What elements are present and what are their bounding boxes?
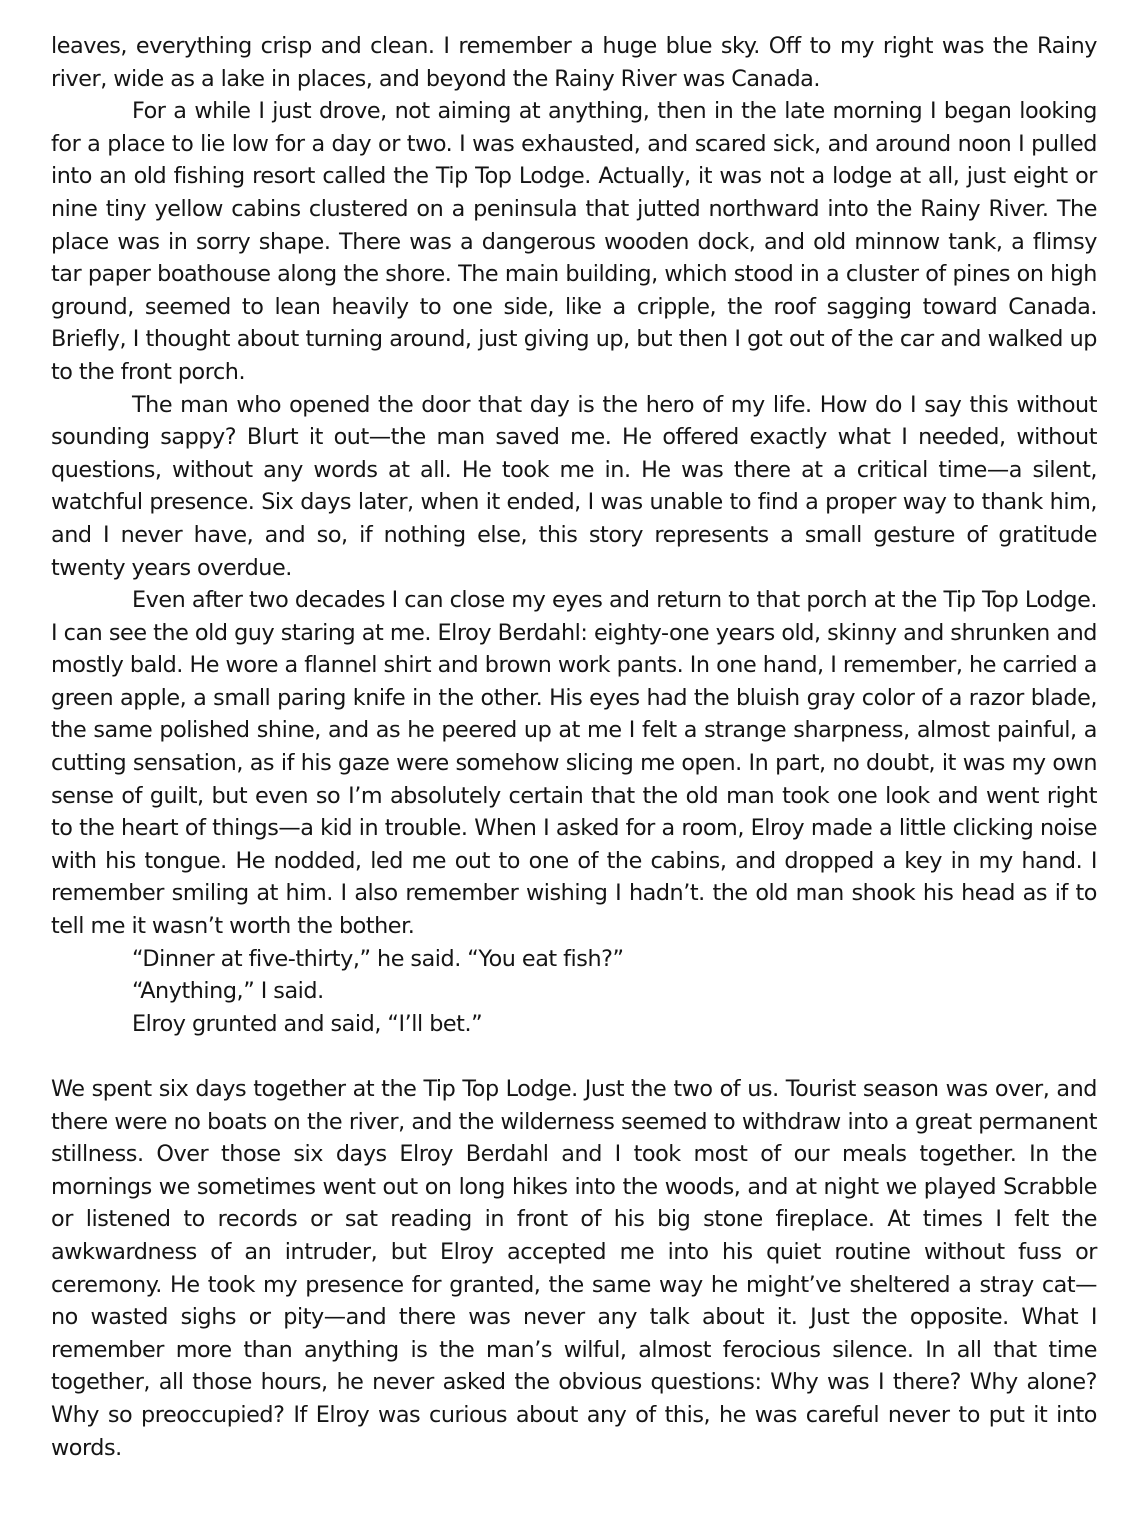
dialogue-line: “Dinner at five-thirty,” he said. “You eat fish?” — [132, 945, 624, 972]
paragraph-hero: The man who opened the door that day is the hero of my life. How do I say this without sounding sappy? Blurt it out—the man saved me. He offered exactly what I needed, without questions, without any words at all. He took me in. He was there at a critical time—a silent, watchful presence. Six days later, when it ended, I was unable to find a proper way to thank him, and I never have, and so, if nothing else, this story represents a small gesture of gratitude twenty years overdue. — [51, 391, 1097, 581]
paragraph-six-days: We spent six days together at the Tip Top Lodge. Just the two of us. Tourist season was over, and there were no boats on the river, and the wilderness seemed to withdraw into a great permanent stillness. Over those six days Elroy Berdahl and I took most of our meals together. In the mornings we sometimes went out on long hikes into the woods, and at night we played Scrabble or listened to records or sat reading in front of his big stone fireplace. At times I felt the awkwardness of an intruder, but Elroy accepted me into his quiet routine without fuss or ceremony. He took my presence for granted, the same way he might’ve sheltered a stray cat—no wasted sighs or pity—and there was never any talk about it. Just the opposite. What I remember more than anything is the man’s wilful, almost ferocious silence. In all that time together, all those hours, he never asked the obvious questions: Why was I there? Why alone? Why so preoccupied? If Elroy was curious about any of this, he was careful never to put it into words. — [51, 1076, 1097, 1461]
dialogue-line: “Anything,” I said. — [132, 978, 324, 1005]
document-page — [51, 30, 1097, 1464]
dialogue-line: Elroy grunted and said, “I’ll bet.” — [132, 1010, 483, 1037]
section-break — [51, 1040, 1097, 1073]
paragraph-opening: leaves, everything crisp and clean. I remember a huge blue sky. Off to my right was the Rainy river, wide as a lake in places, and beyond the Rainy River was Canada. — [51, 33, 1097, 92]
paragraph-tip-top-lodge: For a while I just drove, not aiming at anything, then in the late morning I began looking for a place to lie low for a day or two. I was exhausted, and scared sick, and around noon I pulled into an old fishing resort called the Tip Top Lodge. Actually, it was not a lodge at all, just eight or nine tiny yellow cabins clustered on a peninsula that jutted northward into the Rainy River. The place was in sorry shape. There was a dangerous wooden dock, and old minnow tank, a flimsy tar paper boathouse along the shore. The main building, which stood in a cluster of pines on high ground, seemed to lean heavily to one side, like a cripple, the roof sagging toward Canada. Briefly, I thought about turning around, just giving up, but then I got out of the car and walked up to the front porch. — [51, 98, 1097, 385]
paragraph-elroy-berdahl: Even after two decades I can close my eyes and return to that porch at the Tip Top Lodge. I can see the old guy staring at me. Elroy Berdahl: eighty-one years old, skinny and shrunken and mostly bald. He wore a flannel shirt and brown work pants. In one hand, I remember, he carried a green apple, a small paring knife in the other. His eyes had the bluish gray color of a razor blade, the same polished shine, and as he peered up at me I felt a strange sharpness, almost painful, a cutting sensation, as if his gaze were somehow slicing me open. In part, no doubt, it was my own sense of guilt, but even so I’m absolutely certain that the old man took one look and went right to the heart of things—a kid in trouble. When I asked for a room, Elroy made a little clicking noise with his tongue. He nodded, led me out to one of the cabins, and dropped a key in my hand. I remember smiling at him. I also remember wishing I hadn’t. the old man shook his head as if to tell me it wasn’t worth the bother. — [51, 587, 1097, 940]
